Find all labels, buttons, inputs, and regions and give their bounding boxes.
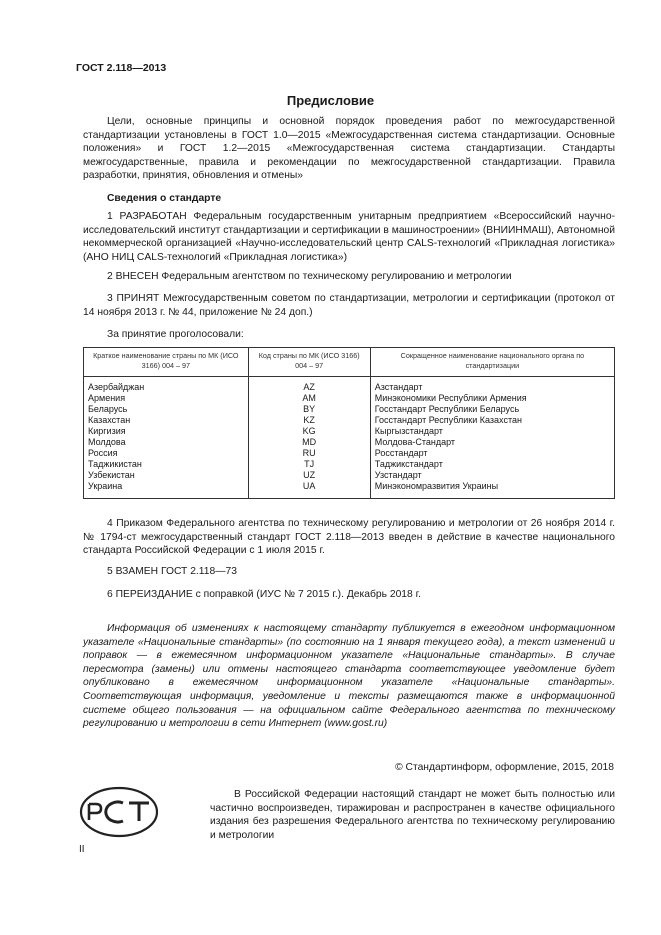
country-code: TJ (248, 459, 370, 470)
standards-body: Минэкономики Республики Армения (370, 393, 614, 404)
page-number: II (79, 844, 85, 855)
table-row (84, 481, 615, 499)
item-2-introduced: 2 ВНЕСЕН Федеральным агентством по техническому регулированию и метрологии (107, 271, 512, 282)
table-row (84, 393, 615, 404)
table-row (84, 470, 615, 481)
country-name: Киргизия (84, 426, 249, 437)
country-name: Узбекистан (84, 470, 249, 481)
country-code: AM (248, 393, 370, 404)
table-row (84, 437, 615, 448)
table-header-row (84, 348, 615, 377)
standards-body: Госстандарт Республики Казахстан (370, 415, 614, 426)
country-name: Молдова (84, 437, 249, 448)
standards-body: Госстандарт Республики Беларусь (370, 404, 614, 415)
standards-body: Минэкономразвития Украины (370, 481, 614, 499)
country-name: Казахстан (84, 415, 249, 426)
rst-logo-icon (79, 786, 159, 838)
table-row (84, 404, 615, 415)
country-name: Таджикистан (84, 459, 249, 470)
standards-body: Азстандарт (370, 377, 614, 394)
table-row (84, 459, 615, 470)
header-country: Краткое наименование страны по МК (ИСО 3166) 004 – 97 (84, 348, 249, 377)
notice-paragraph: Информация об изменениях к настоящему стандарту публикуется в ежегодном информационном указателе «Национальные стандарты» (по состоянию на 1 января текущего года), а текст изменений и поправок — в ежемесячном информационном указателе «Национальные стандарты». В случае пересмотра (замены) или отмены настоящего стандарта соответствующее уведомление будет опубликовано в ежемесячном информационном указателе «Национальные стандарты». Соответствующая информация, уведомление и тексты размещаются также в информационной системе общего пользования — на официальном сайте Федерального агентства по техническому регулированию и метрологии в сети Интернет (www.gost.ru) (83, 623, 615, 730)
country-name: Россия (84, 448, 249, 459)
country-table (83, 347, 615, 499)
item-4-order: 4 Приказом Федерального агентства по техническому регулированию и метрологии от 26 ноября 2014 г. № 1794-ст межгосударственный стандарт ГОСТ 2.118—2013 введен в действие в качестве национального стандарта Российской Федерации с 1 июля 2015 г. (83, 518, 615, 557)
country-code: KG (248, 426, 370, 437)
document-id-header: ГОСТ 2.118—2013 (76, 62, 167, 74)
table-row (84, 448, 615, 459)
voted-label: За принятие проголосовали: (107, 329, 244, 340)
header-code: Код страны по МК (ИСО 3166) 004 – 97 (248, 348, 370, 377)
rst-logo (79, 786, 159, 838)
table-row (84, 377, 615, 394)
standards-body: Узстандарт (370, 470, 614, 481)
page-title: Предисловие (286, 93, 375, 108)
standards-body: Молдова-Стандарт (370, 437, 614, 448)
country-code: UA (248, 481, 370, 499)
standards-body: Таджикстандарт (370, 459, 614, 470)
country-name: Армения (84, 393, 249, 404)
country-code: RU (248, 448, 370, 459)
country-code: KZ (248, 415, 370, 426)
country-name: Азербайджан (84, 377, 249, 394)
header-body: Сокращенное наименование национального органа по стандартизации (370, 348, 614, 377)
copyright: © Стандартинформ, оформление, 2015, 2018 (395, 762, 614, 773)
country-code: UZ (248, 470, 370, 481)
item-1-developed: 1 РАЗРАБОТАН Федеральным государственным унитарным предприятием «Всероссийский научно-исследовательский институт стандартизации и сертификации в машиностроении» (ВНИИНМАШ), Автономной некоммерческой организацией «Научно-исследовательский центр CALS-технологий «Прикладная логистика» (АНО НИЦ CALS-технологий «Прикладная логистика») (83, 211, 615, 263)
item-3-adopted: 3 ПРИНЯТ Межгосударственным советом по стандартизации, метрологии и сертификации (протокол от 14 ноября 2013 г. № 44, приложение № 24 доп.) (83, 293, 615, 318)
item-6-reissue: 6 ПЕРЕИЗДАНИЕ с поправкой (ИУС № 7 2015 г.). Декабрь 2018 г. (107, 589, 421, 600)
standards-body: Кыргызстандарт (370, 426, 614, 437)
country-code: AZ (248, 377, 370, 394)
info-heading: Сведения о стандарте (107, 193, 222, 204)
intro-paragraph: Цели, основные принципы и основной порядок проведения работ по межгосударственной стандартизации установлены в ГОСТ 1.0—2015 «Межгосударственная система стандартизации. Основные положения» и ГОСТ 1.2—2015 «Межгосударственная система стандартизации. Стандарты межгосударственные, правила и рекомендации по межгосударственной стандартизации. Правила разработки, принятия, обновления и отмены» (83, 116, 615, 182)
country-code: BY (248, 404, 370, 415)
country-name: Украина (84, 481, 249, 499)
item-5-replaces: 5 ВЗАМЕН ГОСТ 2.118—73 (107, 566, 237, 577)
country-code: MD (248, 437, 370, 448)
reproduction-notice: В Российской Федерации настоящий стандарт не может быть полностью или частично воспроизведен, тиражирован и распространен в качестве официального издания без разрешения Федерального агентства по техническому регулированию и метрологии (210, 789, 615, 841)
logo-text: РСТ (81, 837, 83, 838)
country-name: Беларусь (84, 404, 249, 415)
table-row (84, 415, 615, 426)
standards-body: Росстандарт (370, 448, 614, 459)
table-row (84, 426, 615, 437)
